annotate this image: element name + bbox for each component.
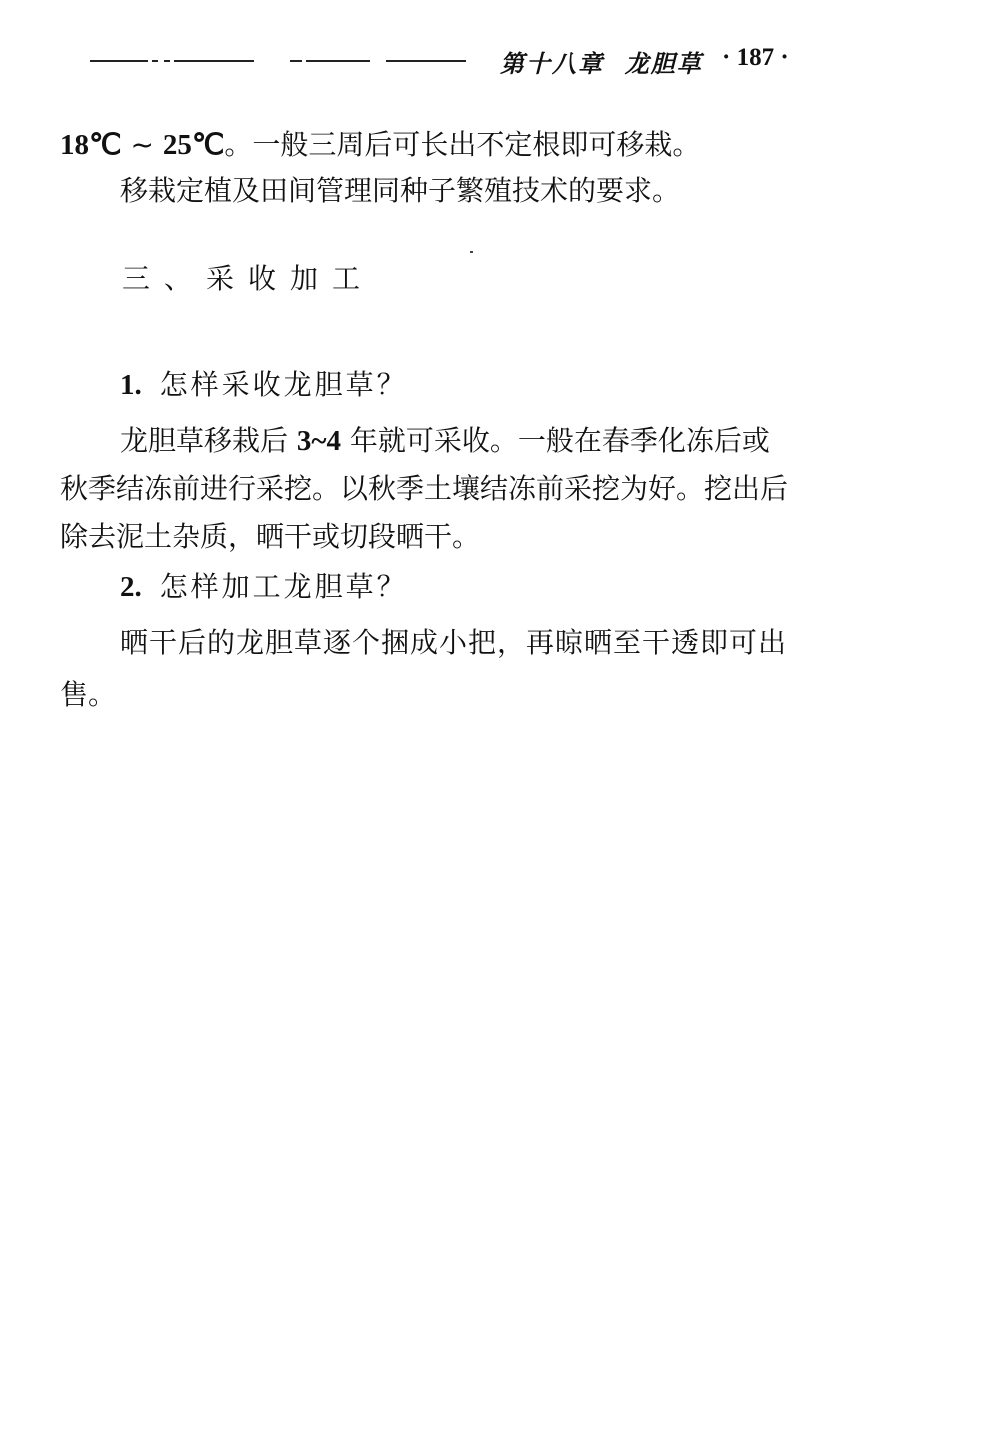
continuation-text: 。一般三周后可长出不定根即可移栽。 — [224, 128, 701, 161]
header-rule-4 — [290, 60, 302, 62]
answer-2-line-2: 售。 — [60, 678, 117, 711]
running-header — [90, 40, 850, 80]
question-2-text: 怎样加工龙胆草？ — [159, 570, 408, 603]
answer-1-range: 3~4 — [296, 425, 342, 457]
header-rule-6 — [386, 60, 466, 62]
print-speck — [470, 251, 473, 253]
chapter-label: 第十八章 — [500, 49, 604, 78]
temp-tilde: ~ — [121, 128, 163, 161]
question-2-number: 2. — [120, 571, 142, 603]
section-heading: 三、采收加工 — [122, 262, 375, 295]
page-number: · 187 · — [722, 44, 789, 71]
answer-1-line-1 — [120, 424, 770, 458]
question-1 — [120, 368, 408, 402]
header-rule-5 — [306, 60, 370, 62]
chapter-name: 龙胆草 — [624, 49, 703, 78]
answer-1-line-2: 秋季结冻前进行采挖。以秋季土壤结冻前采挖为好。挖出后 — [60, 472, 789, 505]
paragraph-continuation — [60, 128, 700, 162]
temp-to: 25℃ — [162, 129, 225, 161]
answer-1-prefix: 龙胆草移栽后 — [120, 424, 289, 457]
header-rule-3 — [174, 60, 254, 62]
question-1-text: 怎样采收龙胆草？ — [159, 368, 408, 401]
answer-1-suffix: 年就可采收。一般在春季化冻后或 — [349, 424, 770, 457]
question-1-number: 1. — [120, 369, 142, 401]
paragraph-transplant: 移栽定植及田间管理同种子繁殖技术的要求。 — [120, 174, 681, 207]
header-rule-2 — [152, 60, 170, 62]
answer-2-line-1: 晒干后的龙胆草逐个捆成小把，再晾晒至干透即可出 — [120, 626, 788, 659]
question-2 — [120, 570, 408, 604]
chapter-title — [500, 44, 703, 79]
temp-from: 18℃ — [60, 129, 122, 161]
header-rule-1 — [90, 60, 148, 62]
answer-1-line-3: 除去泥土杂质，晒干或切段晒干。 — [60, 520, 481, 553]
